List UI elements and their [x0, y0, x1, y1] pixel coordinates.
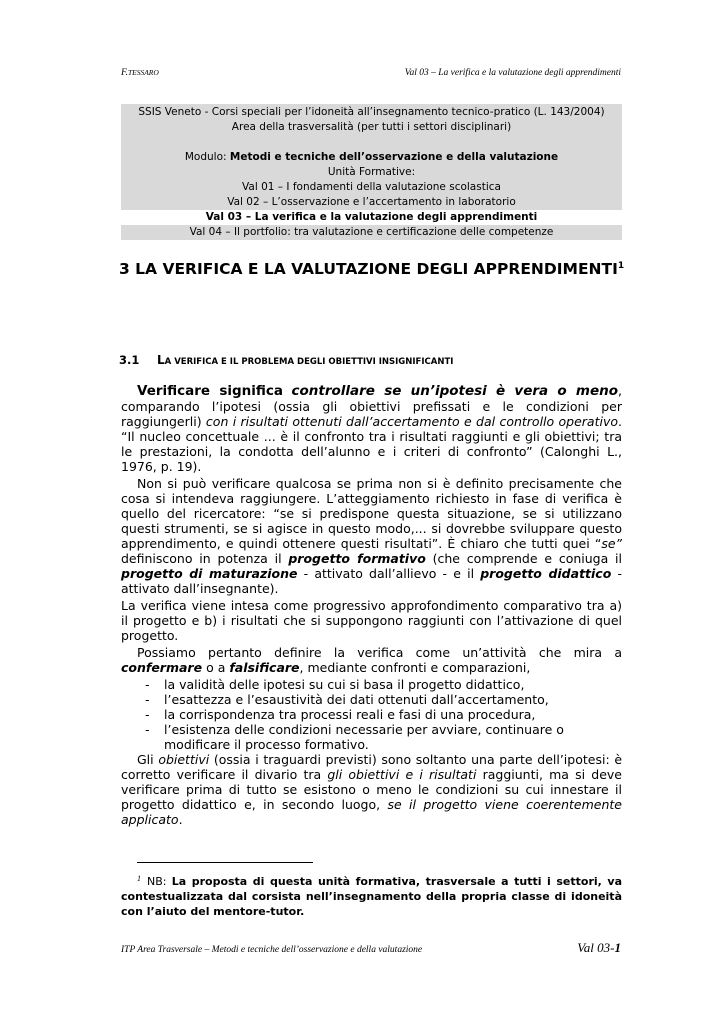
- list-item: - l’esistenza delle condizioni necessarie per avviare, continuare o modificare il processo formativo.: [145, 722, 622, 752]
- running-header: [121, 68, 621, 78]
- footer-course: ITP Area Trasversale – Metodi e tecniche dell’osservazione e della valutazione: [121, 945, 423, 955]
- footnote: $^1$ NB: La proposta di questa unità formativa, trasversale a tutti i settori, va contestualizzata dal corsista nell’insegnamento della propria classe di idoneità con l’aiuto del mentore-tutor.: [121, 874, 622, 918]
- footnote-text: La proposta di questa unità formativa, trasversale a tutti i settori, va contestualizzata dal corsista nell’insegnamento della propria classe di idoneità con l’aiuto del mentore-tutor.: [121, 875, 622, 918]
- modulo-title: Metodi e tecniche dell’osservazione e della valutazione: [229, 151, 559, 163]
- paragraph-2: Non si può verificare qualcosa se prima non si è definito precisamente che cosa si intendeva raggiungere. L’atteggiamento richiesto in fase di verifica è quello del ricercatore: “se si predispone questa situazione, se si utilizzano questi strumenti, se si agisce in questo modo,... si dovrebbe sviluppare questo apprendimento, e quindi ottenere questi risultati”. È chiaro che tutti quei “se” definiscono in potenza il progetto formativo (che comprende e coniuga il progetto di maturazione - attivato dall’allievo - e il progetto didattico - attivato dall’insegnante).: [121, 476, 622, 596]
- box-line-2: Area della trasversalità (per tutti i settori disciplinari): [121, 120, 622, 135]
- course-info-box: [121, 104, 622, 240]
- list-item: - la validità delle ipotesi su cui si basa il progetto didattico,: [145, 677, 622, 692]
- paragraph-1: Verificare significa controllare se un’ipotesi è vera o meno, comparando l’ipotesi (ossia gli obiettivi prefissati e le condizioni per raggiungerli) con i risultati ottenuti dall’accertamento e dal controllo operativo. “Il nucleo concettuale ... è il confronto tra i risultati raggiunti e gli obiettivi; tra le prestazioni, la condotta dell’alunno e i criteri di confronto” (Calonghi L., 1976, p. 19).: [121, 383, 622, 474]
- footnote-marker: 1: [137, 874, 141, 883]
- chapter-heading: 3 LA VERIFICA E LA VALUTAZIONE DEGLI APPRENDIMENTI$^1$: [119, 260, 625, 278]
- paragraph-5: Gli obiettivi (ossia i traguardi previsti) sono soltanto una parte dell’ipotesi: è corretto verificare il divario tra gli obiettivi e i risultati raggiunti, ma si deve verificare prima di tutto se esistono o meno le condizioni su cui innestare il progetto didattico e, in secondo luogo, se il progetto viene coerentemente applicato.: [121, 752, 623, 827]
- footnote-separator: [137, 862, 313, 863]
- section-number: 3.1: [119, 353, 140, 367]
- box-modulo: Modulo: Metodi e tecniche dell’osservazione e della valutazione: [121, 150, 622, 165]
- header-author: F.TESSARO: [121, 68, 159, 78]
- box-item-val02: Val 02 – L’osservazione e l’accertamento in laboratorio: [121, 195, 622, 210]
- paragraph-4: Possiamo pertanto definire la verifica come un’attività che mira a confermare o a falsificare, mediante confronti e comparazioni,: [121, 645, 622, 675]
- list-item: - l’esattezza e l’esaustività dei dati ottenuti dall’accertamento,: [145, 692, 622, 707]
- box-item-val04: Val 04 – Il portfolio: tra valutazione e certificazione delle competenze: [121, 225, 622, 240]
- box-spacer: [121, 135, 622, 150]
- footnote-ref[interactable]: 1: [617, 261, 625, 271]
- box-item-val03-current: Val 03 – La verifica e la valutazione degli apprendimenti: [121, 210, 622, 225]
- verification-list: [121, 677, 622, 752]
- header-title: Val 03 – La verifica e la valutazione degli apprendimenti: [404, 68, 621, 78]
- box-line-1: SSIS Veneto - Corsi speciali per l’idoneità all’insegnamento tecnico-pratico (L. 143/2004): [121, 104, 622, 120]
- body-text: [121, 383, 622, 829]
- list-item: - la corrispondenza tra processi reali e fasi di una procedura,: [145, 707, 622, 722]
- box-unita: Unità Formative:: [121, 165, 622, 180]
- page-number: Val 03-1: [577, 940, 621, 955]
- box-item-val01: Val 01 – I fondamenti della valutazione scolastica: [121, 180, 622, 195]
- section-title: A VERIFICA E IL PROBLEMA DEGLI OBIETTIVI INSIGNIFICANTI: [164, 357, 454, 367]
- section-heading: 3.1 LA VERIFICA E IL PROBLEMA DEGLI OBIETTIVI INSIGNIFICANTI: [119, 353, 454, 367]
- paragraph-3: La verifica viene intesa come progressivo approfondimento comparativo tra a) il progetto e b) i risultati che si suppongono raggiunti con l’attivazione di quel progetto.: [121, 598, 622, 643]
- running-footer: [121, 940, 621, 956]
